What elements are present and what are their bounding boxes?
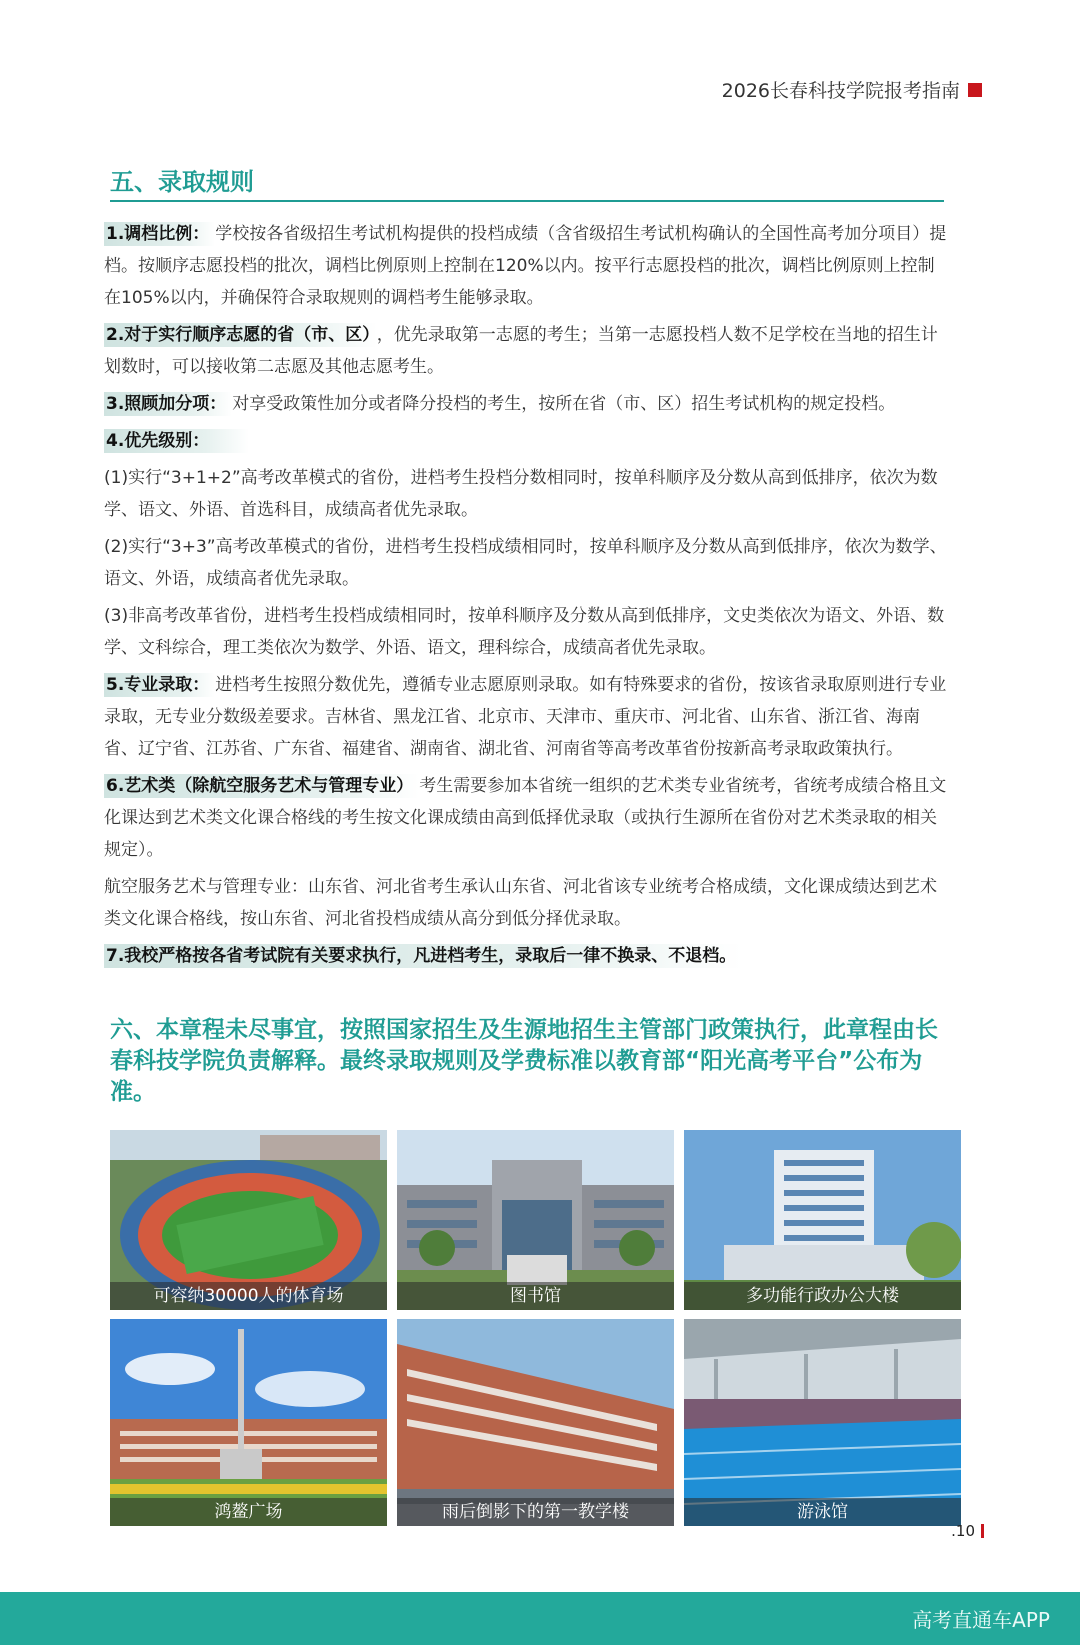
page-number: [951, 1522, 984, 1540]
rule-1: [104, 218, 950, 314]
section-divider: [110, 200, 944, 202]
section-title: 五、录取规则: [110, 168, 254, 196]
rule-4-sub-2: (2)实行“3+3”高考改革模式的省份，进档考生投档成绩相同时，按单科顺序及分数从高到低排序，依次为数学、语文、外语，成绩高者优先录取。: [104, 537, 947, 589]
rule-text: ，优先录取第一志愿的考生；当第一志愿投档人数不足学校在当地的招生计划数时，可以接收第二志愿及其他志愿考生。: [104, 325, 938, 377]
photo-caption: 图书馆: [397, 1282, 674, 1310]
admission-rules: [104, 218, 950, 977]
teaching-building-image: [397, 1319, 674, 1526]
rule-tag: 7.我校严格按各省考试院有关要求执行，凡进档考生，录取后一律不换录、不退档。: [104, 944, 742, 968]
rule-7: [104, 940, 950, 972]
photo-teaching-building: [397, 1319, 674, 1526]
rule-6-aviation: 航空服务艺术与管理专业：山东省、河北省考生承认山东省、河北省该专业统考合格成绩，文化课成绩达到艺术类文化课合格线，按山东省、河北省投档成绩从高分到低分择优录取。: [104, 877, 937, 929]
photo-stadium: [110, 1130, 387, 1310]
rule-text: 进档考生按照分数优先，遵循专业志愿原则录取。如有特殊要求的省份，按该省录取原则进行专业录取，无专业分数级差要求。吉林省、黑龙江省、北京市、天津市、重庆市、河北省、山东省、浙江省、海南省、辽宁省、江苏省、广东省、福建省、湖南省、湖北省、河南省等高考改革省份按新高考录取政策执行。: [104, 675, 947, 759]
page-number-text: .10: [951, 1522, 975, 1540]
rule-tag: 6.艺术类（除航空服务艺术与管理专业）: [104, 774, 419, 798]
rule-tag: 2.对于实行顺序志愿的省（市、区）: [104, 323, 377, 347]
rule-3: [104, 388, 950, 420]
section-6-statement: 六、本章程未尽事宜，按照国家招生及生源地招生主管部门政策执行，此章程由长春科技学院负责解释。最终录取规则及学费标准以教育部“阳光高考平台”公布为准。: [110, 1017, 938, 1105]
footer-band: [0, 1592, 1080, 1645]
photo-caption: 鸿鳌广场: [110, 1498, 387, 1526]
rule-text: 对享受政策性加分或者降分投档的考生，按所在省（市、区）招生考试机构的规定投档。: [232, 394, 896, 414]
photo-plaza: [110, 1319, 387, 1526]
rule-tag: 3.照顾加分项：: [104, 392, 232, 416]
photo-admin-building: [684, 1130, 961, 1310]
plaza-image: [110, 1319, 387, 1526]
red-square-marker: [968, 83, 982, 97]
campus-photo-grid: [110, 1130, 962, 1526]
rule-2: [104, 319, 950, 383]
red-bar-marker: [981, 1524, 984, 1538]
rule-4: [104, 425, 950, 457]
running-header: [722, 76, 982, 103]
photo-caption: 游泳馆: [684, 1498, 961, 1526]
rule-tag: 4.优先级别：: [104, 429, 249, 453]
swimming-pool-image: [684, 1319, 961, 1526]
photo-swimming-pool: [684, 1319, 961, 1526]
rule-tag: 5.专业录取：: [104, 673, 215, 697]
rule-6: [104, 770, 950, 866]
photo-caption: 多功能行政办公大楼: [684, 1282, 961, 1310]
rule-text: 考生需要参加本省统一组织的艺术类专业省统考，省统考成绩合格且文化课达到艺术类文化课合格线的考生按文化课成绩由高到低择优录取（或执行生源所在省份对艺术类录取的相关规定）。: [104, 776, 947, 860]
rule-4-sub-3: (3)非高考改革省份，进档考生投档成绩相同时，按单科顺序及分数从高到低排序，文史类依次为语文、外语、数学、文科综合，理工类依次为数学、外语、语文，理科综合，成绩高者优先录取。: [104, 606, 945, 658]
photo-caption: 可容纳30000人的体育场: [110, 1282, 387, 1310]
photo-library: [397, 1130, 674, 1310]
header-title: 2026长春科技学院报考指南: [721, 80, 960, 102]
rule-5: [104, 669, 950, 765]
rule-text: 学校按各省级招生考试机构提供的投档成绩（含省级招生考试机构确认的全国性高考加分项目）提档。按顺序志愿投档的批次，调档比例原则上控制在120%以内。按平行志愿投档的批次，调档比例原则上控制在105%以内，并确保符合录取规则的调档考生能够录取。: [104, 224, 947, 308]
app-watermark: 高考直通车APP: [912, 1608, 1050, 1632]
rule-4-sub-1: (1)实行“3+1+2”高考改革模式的省份，进档考生投档分数相同时，按单科顺序及分数从高到低排序，依次为数学、语文、外语、首选科目，成绩高者优先录取。: [104, 468, 938, 520]
rule-tag: 1.调档比例：: [104, 222, 215, 246]
photo-caption: 雨后倒影下的第一教学楼: [397, 1498, 674, 1526]
